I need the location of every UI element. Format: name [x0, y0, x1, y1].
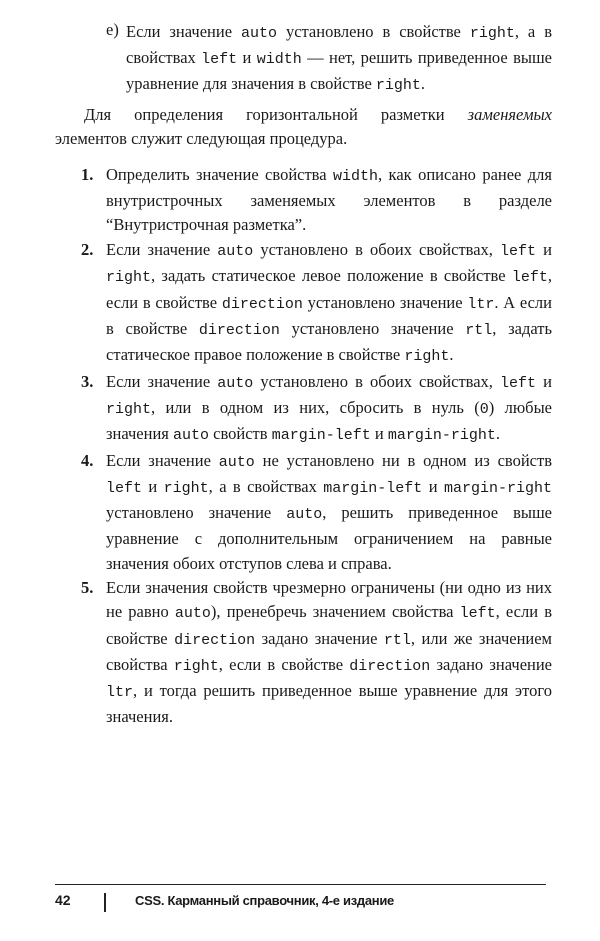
list-item-text: Если значение auto установлено в свойстве right, а в свойствах left и width — нет, решить приведенное выше уравнение для значения в свойстве right.: [126, 22, 552, 95]
list-item: 5. Если значения свойств чрезмерно ограничены (ни одно из них не равно auto), пренебречь значением свойства left, если в свойстве direction задано значение rtl, или же значением свойства right, если в свойстве direction задано значение ltr, и тогда решить приведенное выше уравнение для этого значения.: [81, 578, 553, 727]
procedure-list: [55, 163, 552, 730]
emphasis: заменяемых: [467, 105, 552, 124]
list-marker: e): [106, 20, 119, 39]
page-number: 42: [55, 892, 71, 908]
list-item-e: [82, 20, 552, 99]
book-title: CSS. Карманный справочник, 4-е издание: [135, 893, 394, 908]
list-item: 3. Если значение auto установлено в обоих свойствах, left и right, или в одном из них, сбросить в нуль (0) любые значения auto свойств margin-left и margin-right.: [81, 371, 552, 445]
list-item: 4. Если значение auto не установлено ни в одном из свойств left и right, а в свойствах margin-left и margin-right установлено значение auto, решить приведенное выше уравнение с дополнительным ограничением на равные значения обоих отступов слева и справа.: [81, 450, 552, 573]
page-footer: [55, 884, 546, 908]
intro-paragraph: Для определения горизонтальной разметки заменяемых элементов служит следующая процедура.: [55, 105, 552, 149]
list-item: 2. Если значение auto установлено в обоих свойствах, left и right, задать статическое левое положение в свойстве left, если в свойстве direction установлено значение ltr. А если в свойстве direction установлено значение rtl, задать статическое правое положение в свойстве right.: [81, 240, 552, 365]
list-item: 1. Определить значение свойства width, как описано ранее для внутристрочных заменяемых элементов в разделе “Внутристрочная разметка”.: [81, 165, 553, 235]
footer-divider: [104, 893, 106, 912]
